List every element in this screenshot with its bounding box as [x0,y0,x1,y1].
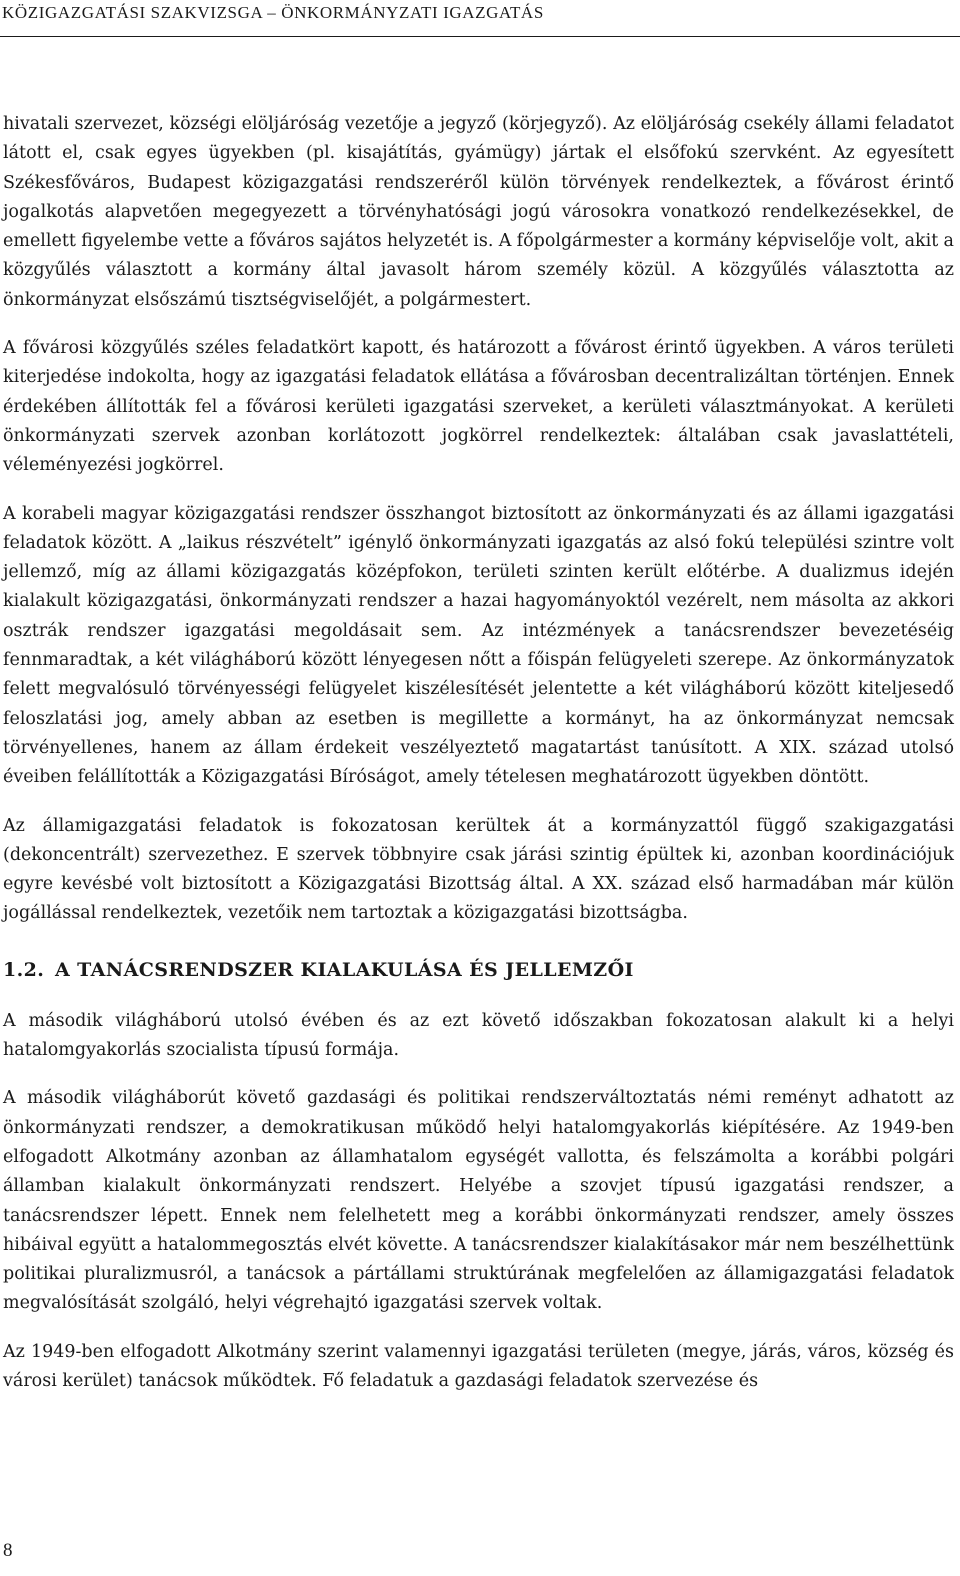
section-number: 1.2. [3,958,45,981]
paragraph-1: hivatali szervezet, községi elöljáróság vezetője a jegyző (körjegyző). Az elöljáróság csekély állami feladatot látott el, csak egyes ügyekben (pl. kisajátítás, gyámügy) jártak el elsőfokú szervként. Az egyesített Székesfőváros, Budapest közigazgatási rendszeréről külön törvények rendelkeztek, a fővárost érintő jogalkotás alapvetően megegyezett a törvényhatósági jogú városokra vonatkozó rendelkezésekkel, de emellett figyelembe vette a főváros sajátos helyzetét is. A főpolgármester a kormány képviselője volt, akit a közgyűlés választott a kormány által javasolt három személy közül. A közgyűlés választotta az önkormányzat elsőszámú tisztségviselőjét, a polgármestert. [3,114,954,310]
running-header: KÖZIGAZGATÁSI SZAKVIZSGA – ÖNKORMÁNYZATI IGAZGATÁS [2,3,544,22]
section-title: A TANÁCSRENDSZER KIALAKULÁSA ÉS JELLEMZŐI [55,958,634,981]
section-heading [3,955,954,985]
paragraph-4: Az államigazgatási feladatok is fokozatosan kerültek át a kormányzattól függő szakigazgatási (dekoncentrált) szervezethez. E szervek többnyire csak járási szintig épültek ki, azonban koordinációjuk egyre kevésbé volt biztosított a Közigazgatási Bizottság által. A XX. század első harmadában már külön jogállással rendelkeztek, vezetőik nem tartoztak a közigazgatási bizottságba. [3,815,954,924]
paragraph-3: A korabeli magyar közigazgatási rendszer összhangot biztosított az önkormányzati és az állami igazgatási feladatok között. A „laikus részvételt” igénylő önkormányzati igazgatás az alsó fokú települési szintre volt jellemző, míg az állami közigazgatás középfokon, területi szinten került előtérbe. A dualizmus idején kialakult közigazgatási, önkormányzati rendszer a hazai hagyományoktól vezérelt, nem másolta az akkori osztrák rendszer igazgatási megoldásait sem. Az intézmények a tanácsrendszer bevezetéséig fennmaradtak, a két világháború között lényegesen nőtt a főispán felügyeleti szerepe. Az önkormányzatok felett megvalósuló törvényességi felügyelet kiszélesítését jelentette a két világháború között kiteljesedő feloszlatási jog, amely abban az esetben is megillette a kormányt, ha az önkormányzat nemcsak törvényellenes, hanem az állam érdekeit veszélyeztető magatartást tanúsított. A XIX. század utolsó éveiben felállították a Közigazgatási Bíróságot, amely tételesen meghatározott ügyekben döntött. [3,503,954,788]
header-rule [0,36,960,37]
section-paragraph-2: A második világháborút követő gazdasági és politikai rendszerváltoztatás némi reményt adhatott az önkormányzati rendszer, a demokratikusan működő helyi hatalomgyakorlás kiépítésére. Az 1949-ben elfogadott Alkotmány azonban az államhatalom egységét vallotta, és felszámolta a korábbi polgári államban kialakult önkormányzati rendszert. Helyébe a szovjet típusú igazgatási rendszer, a tanácsrendszer lépett. Ennek nem felelhetett meg a korábbi önkormányzati rendszer, amely összes hibáival együtt a hatalommegosztás elvét követte. A tanácsrendszer kialakításakor már nem beszélhettünk politikai pluralizmusról, a tanácsok a pártállami struktúrának megfelelően az államigazgatási feladatok megvalósítását szolgáló, helyi végrehajtó igazgatási szervek voltak. [3,1088,954,1314]
paragraph-2: A fővárosi közgyűlés széles feladatkört kapott, és határozott a fővárost érintő ügyekben. A város területi kiterjedése indokolta, hogy az igazgatási feladatok ellátása a fővárosban decentralizáltan történjen. Ennek érdekében állították fel a fővárosi kerületi igazgatási szerveket, a kerületi választmányokat. A kerületi önkormányzati szervek azonban korlátozott jogkörrel rendelkeztek: általában csak javaslattételi, véleményezési jogkörrel. [3,338,954,476]
section-paragraph-3: Az 1949-ben elfogadott Alkotmány szerint valamennyi igazgatási területen (megye, járás, város, község és városi kerület) tanácsok működtek. Fő feladatuk a gazdasági feladatok szervezése és [3,1341,954,1391]
section-paragraph-1: A második világháború utolsó évében és az ezt követő időszakban fokozatosan alakult ki a helyi hatalomgyakorlás szocialista típusú formája. [3,1010,954,1061]
body-text [3,110,954,1396]
page-number: 8 [3,1540,13,1561]
